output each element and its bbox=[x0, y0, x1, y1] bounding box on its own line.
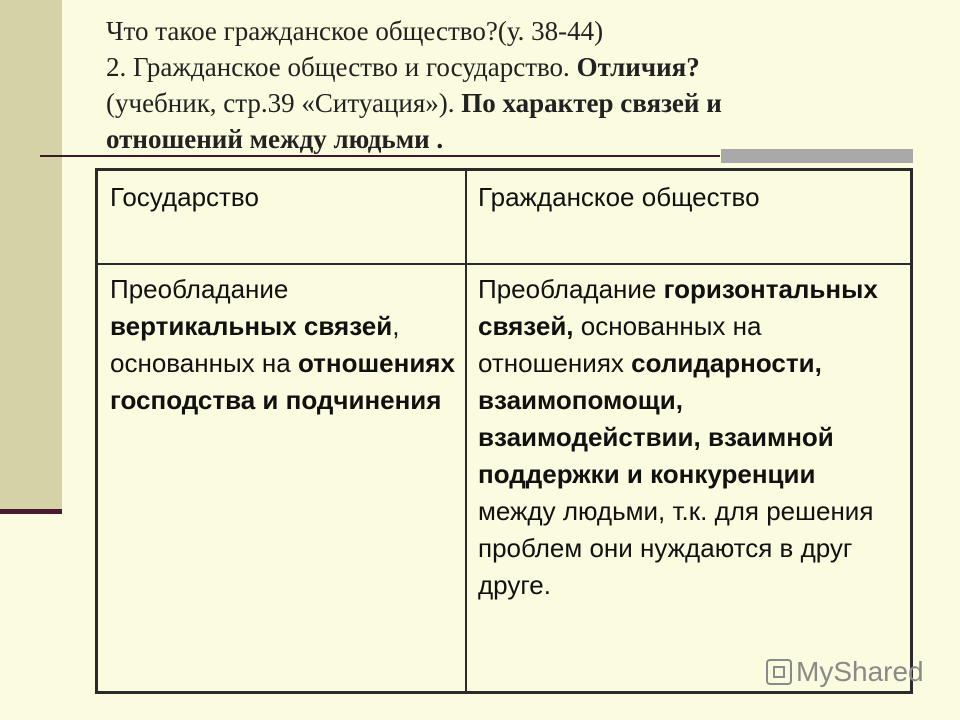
myshared-logo-icon bbox=[766, 659, 792, 685]
myshared-watermark bbox=[766, 656, 924, 688]
state-text-1: Преобладание bbox=[110, 274, 289, 304]
watermark-text: MyShared bbox=[796, 656, 924, 687]
state-text-2: , основанных на bbox=[110, 311, 400, 378]
civil-bold-2: солидарности, взаимопомощи, взаимодействии, взаимной поддержки и конкуренции bbox=[478, 348, 834, 489]
title-underline bbox=[40, 155, 720, 157]
state-bold-1: вертикальных связей bbox=[110, 311, 393, 341]
title-line-2 bbox=[106, 49, 906, 85]
gray-decor-bar bbox=[721, 149, 913, 163]
table-divider-horizontal bbox=[98, 263, 910, 265]
title-line-3-bold: По характер связей и bbox=[461, 88, 722, 118]
left-decor-band bbox=[0, 0, 62, 510]
slide-title bbox=[106, 13, 906, 157]
title-line-2-bold: Отличия? bbox=[576, 52, 700, 82]
header-civil-society: Гражданское общество bbox=[478, 182, 760, 212]
civil-text-2: основанных на отношениях bbox=[478, 311, 762, 378]
state-bold-2: отношениях господства и подчинения bbox=[110, 348, 455, 415]
civil-text-3: между людьми, т.к. для решения проблем они нуждаются в друг друге. bbox=[478, 496, 874, 600]
header-state: Государство bbox=[110, 182, 259, 212]
comparison-table bbox=[95, 168, 913, 694]
cell-civil-society-description bbox=[478, 271, 898, 604]
title-line-3 bbox=[106, 85, 906, 121]
left-decor-line bbox=[0, 509, 62, 514]
cell-state-description bbox=[110, 271, 460, 419]
table-divider-vertical bbox=[465, 171, 467, 691]
title-line-4-bold: отношений между людьми . bbox=[106, 124, 444, 154]
civil-text-1: Преобладание bbox=[478, 274, 664, 304]
civil-bold-1: горизонтальных связей, bbox=[478, 274, 878, 341]
title-line-2-text: 2. Гражданское общество и государство. bbox=[106, 52, 577, 82]
title-line-3-text: (учебник, стр.39 «Ситуация»). bbox=[106, 88, 462, 118]
title-line-1: Что такое гражданское общество?(у. 38-44) bbox=[106, 16, 604, 46]
